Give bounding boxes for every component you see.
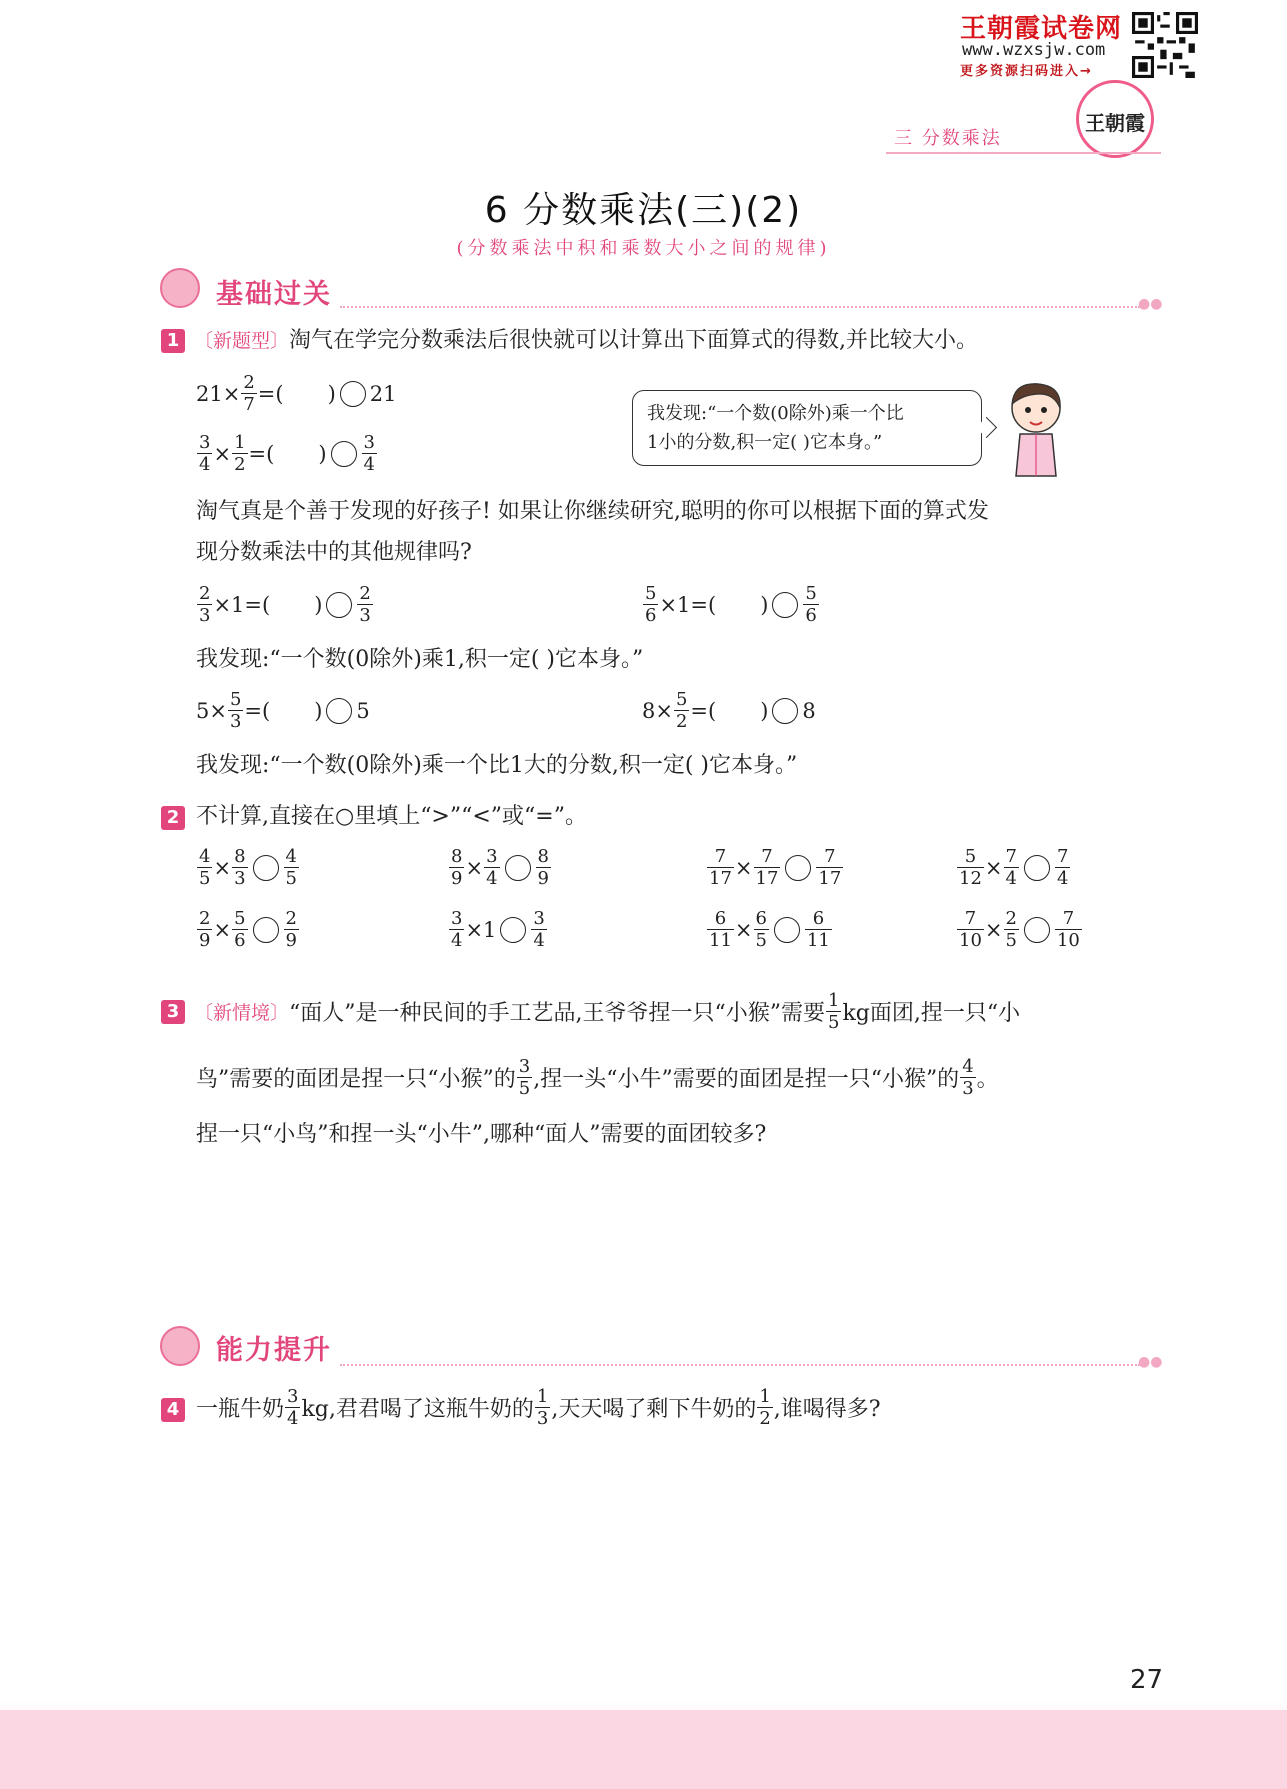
compare-circle[interactable] [326,698,352,724]
question-number: 1 [161,329,185,353]
compare-circle[interactable] [253,917,279,943]
question-1-text: 淘气在学完分数乘法后很快就可以计算出下面算式的得数,并比较大小。 [289,328,979,353]
section-divider [340,306,1140,308]
expression-3: $\frac{2}{3}$ ×1=( ) $\frac{2}{3}$ [199,583,371,626]
expression-5: 5× $\frac{5}{3}$ =( ) 5 [196,689,370,732]
finding-3[interactable]: 我发现:“一个数(0除外)乘一个比1大的分数,积一定( )它本身。” [196,753,798,778]
qr-code-icon[interactable] [1132,12,1198,78]
brand-title: 王朝霞试卷网 [960,14,1123,44]
chapter-label: 三 分数乘法 [894,128,1002,149]
compare-circle[interactable] [505,855,531,881]
bubble-line-1: 我发现:“一个数(0除外)乘一个比 [647,403,904,424]
question-3-line-3: 捏一只“小鸟”和捏一头“小牛”,哪种“面人”需要的面团较多? [196,1122,767,1147]
answer-area[interactable] [196,1450,1156,1650]
question-number: 3 [161,1000,185,1024]
comparison-item: $\frac{2}{9}$ × $\frac{5}{6}$ $\frac{2}{9}$ [199,908,297,951]
section-dots: ●● [1138,296,1163,312]
brand-scan-hint: 更多资源扫码进入→ [960,64,1093,79]
finding-2[interactable]: 我发现:“一个数(0除外)乘1,积一定( )它本身。” [196,647,644,672]
section-title-advanced: 能力提升 [216,1335,332,1366]
compare-circle[interactable] [500,917,526,943]
page-number: 27 [1130,1665,1164,1695]
compare-circle[interactable] [331,441,357,467]
boy-character-icon [1000,378,1070,482]
question-3-line-2: 鸟”需要的面团是捏一只“小猴”的 $\frac{3}{5}$ ,捏一头“小牛”需要的面团是捏一只“小猴”的 $\frac{4}{3}$ 。 [196,1056,999,1099]
section-title-basic: 基础过关 [216,279,332,310]
section-dots: ●● [1138,1354,1163,1370]
expression-1: 21× $\frac{2}{7}$ =( ) 21 [196,372,397,415]
question-tag: 〔新题型〕 [194,330,290,352]
compare-circle[interactable] [1024,917,1050,943]
question-4-text: 一瓶牛奶 $\frac{3}{4}$ kg,君君喝了这瓶牛奶的 $\frac{1}{3}$ ,天天喝了剩下牛奶的 $\frac{1}{2}$ ,谁喝得多? [196,1386,881,1429]
mascot-icon [160,268,200,308]
expression-4: $\frac{5}{6}$ ×1=( ) $\frac{5}{6}$ [645,583,817,626]
compare-circle[interactable] [785,855,811,881]
question-number: 4 [161,1398,185,1422]
question-tag: 〔新情境〕 [194,1002,290,1024]
brand-logo-text: 王朝霞 [1085,111,1145,135]
mascot-icon [160,1326,200,1366]
bubble-line-2[interactable]: 1小的分数,积一定( )它本身。” [647,432,883,453]
comparison-item: $\frac{3}{4}$ ×1 $\frac{3}{4}$ [451,908,545,951]
chapter-underline [886,152,1161,154]
comparison-item: $\frac{7}{17}$ × $\frac{7}{17}$ $\frac{7}{17}$ [709,846,842,889]
brand-logo [1076,80,1154,158]
compare-circle[interactable] [772,592,798,618]
brand-url[interactable]: www.wzxsjw.com [962,40,1106,60]
comparison-item: $\frac{4}{5}$ × $\frac{8}{3}$ $\frac{4}{5}$ [199,846,297,889]
question-2-text: 不计算,直接在○里填上“>”“<”或“=”。 [196,804,587,829]
comparison-item: $\frac{5}{12}$ × $\frac{7}{4}$ $\frac{7}{4}$ [959,846,1069,889]
section-divider [340,1364,1140,1366]
compare-circle[interactable] [1024,855,1050,881]
comparison-item: $\frac{8}{9}$ × $\frac{3}{4}$ $\frac{8}{9}$ [451,846,549,889]
footer-band [0,1710,1287,1789]
compare-circle[interactable] [340,381,366,407]
lesson-subtitle: (分数乘法中积和乘数大小之间的规律) [456,238,831,259]
comparison-item: $\frac{6}{11}$ × $\frac{6}{5}$ $\frac{6}{11}$ [709,908,830,951]
compare-circle[interactable] [253,855,279,881]
compare-circle[interactable] [774,917,800,943]
question-text [194,326,978,356]
speech-bubble [632,390,982,466]
paragraph-line-2: 现分数乘法中的其他规律吗? [196,540,472,565]
expression-6: 8× $\frac{5}{2}$ =( ) 8 [642,689,816,732]
compare-circle[interactable] [772,698,798,724]
expression-2: $\frac{3}{4}$ × $\frac{1}{2}$ =( ) $\frac{3}{4}$ [199,432,375,475]
question-number: 2 [161,806,185,830]
lesson-title: 6 分数乘法(三)(2) [484,190,803,231]
question-3-line-1: 〔新情境〕 “面人”是一种民间的手工艺品,王爷爷捏一只“小猴”需要 $\frac{1}{5}$ kg面团,捏一只“小 [194,990,1021,1033]
compare-circle[interactable] [326,592,352,618]
paragraph-line-1: 淘气真是个善于发现的好孩子! 如果让你继续研究,聪明的你可以根据下面的算式发 [196,499,989,524]
comparison-item: $\frac{7}{10}$ × $\frac{2}{5}$ $\frac{7}{10}$ [959,908,1080,951]
answer-area[interactable] [196,1160,1156,1310]
